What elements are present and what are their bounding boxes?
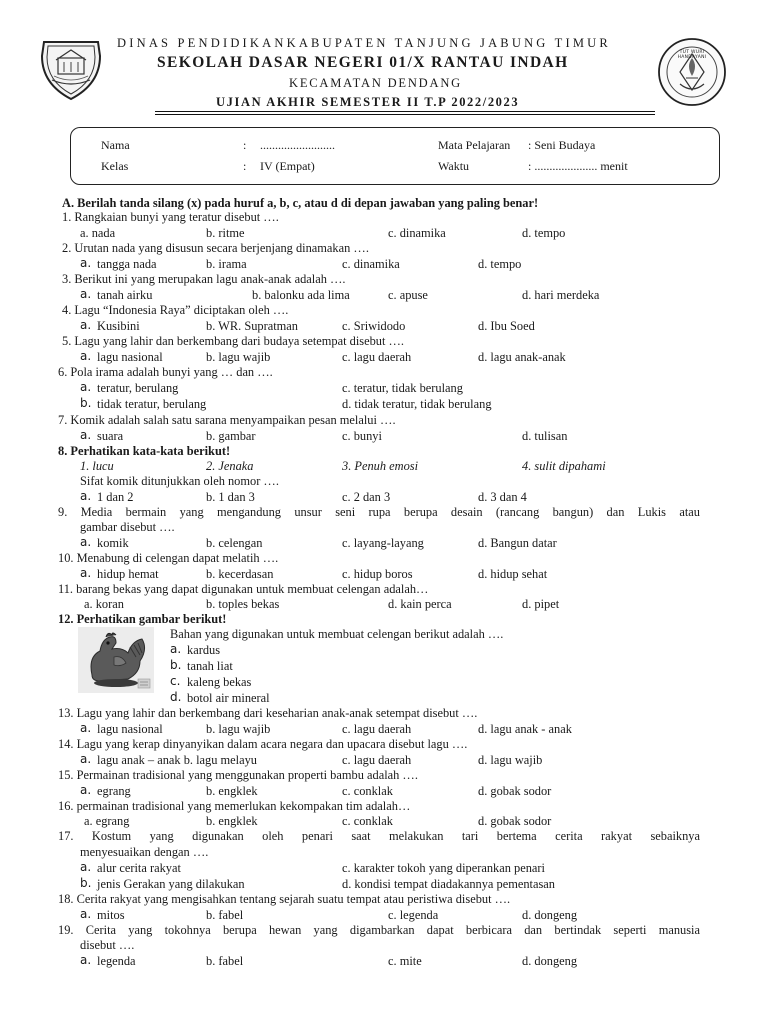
q12-text: 12. Perhatikan gambar berikut! (58, 612, 227, 626)
q15-option-b[interactable]: b. engklek (206, 784, 258, 798)
q6-option-b[interactable]: tidak teratur, berulang (97, 397, 207, 411)
q5-option-a[interactable]: lagu nasional (97, 350, 163, 364)
q13-option-a[interactable]: lagu nasional (97, 722, 163, 736)
q4-text: 4. Lagu “Indonesia Raya” diciptakan oleh …. (62, 303, 289, 317)
q11-option-b[interactable]: b. toples bekas (206, 597, 280, 611)
q10-text: 10. Menabung di celengan dapat melatih …. (58, 551, 279, 565)
q14-option-a[interactable]: lagu anak – anak b. lagu melayu (97, 753, 257, 767)
q4-option-d[interactable]: d. Ibu Soed (478, 319, 535, 333)
q10-option-c[interactable]: c. hidup boros (342, 567, 413, 581)
q4-option-b[interactable]: b. WR. Supratman (206, 319, 299, 333)
q16-option-a[interactable]: a. egrang (84, 814, 130, 828)
q18-option-c[interactable]: c. legenda (388, 908, 439, 922)
q8-text: 8. Perhatikan kata-kata berikut! (58, 444, 231, 458)
left-logo (38, 38, 104, 102)
kelas-value: IV (Empat) (260, 159, 315, 173)
q12-option-d-letter: d. (170, 690, 182, 704)
q8-option-a[interactable]: 1 dan 2 (97, 490, 134, 504)
q8-option-a-letter: a. (80, 489, 92, 503)
mapel-value: : Seni Budaya (528, 138, 596, 152)
q19-option-a[interactable]: legenda (97, 954, 136, 968)
q8-word-3: 3. Penuh emosi (342, 459, 419, 473)
q5-text: 5. Lagu yang lahir dan berkembang dari budaya setempat disebut …. (62, 334, 405, 348)
q3-text: 3. Berikut ini yang merupakan lagu anak-anak adalah …. (62, 272, 346, 286)
q19-option-c[interactable]: c. mite (388, 954, 422, 968)
q17-option-d[interactable]: d. kondisi tempat diadakannya pementasan (342, 877, 555, 891)
mapel-label: Mata Pelajaran (438, 138, 511, 152)
q13-option-c[interactable]: c. lagu daerah (342, 722, 412, 736)
q6-option-a-letter: a. (80, 380, 92, 394)
q1-option-c[interactable]: c. dinamika (388, 226, 446, 240)
q8-word-2: 2. Jenaka (206, 459, 254, 473)
kelas-colon: : (243, 159, 247, 173)
q9-option-b[interactable]: b. celengan (206, 536, 263, 550)
header-school: SEKOLAH DASAR NEGERI 01/X RANTAU INDAH (157, 54, 569, 71)
q1-option-d[interactable]: d. tempo (522, 226, 566, 240)
q18-text: 18. Cerita rakyat yang mengisahkan tentang sejarah suatu tempat atau peristiwa disebut …. (58, 892, 511, 906)
header-rule-bottom (155, 114, 655, 115)
q17-option-a-letter: a. (80, 860, 92, 874)
q4-option-a[interactable]: Kusibini (97, 319, 140, 333)
q2-option-a-letter: a. (80, 256, 92, 270)
student-info-box (70, 127, 720, 185)
header-agency: DINAS PENDIDIKANKABUPATEN TANJUNG JABUNG TIMUR (117, 36, 611, 50)
q11-option-d[interactable]: d. pipet (522, 597, 560, 611)
q10-option-a[interactable]: hidup hemat (97, 567, 159, 581)
q7-option-a-letter: a. (80, 428, 92, 442)
nama-label: Nama (101, 138, 130, 152)
q1-option-b[interactable]: b. ritme (206, 226, 245, 240)
q6-option-d[interactable]: d. tidak teratur, tidak berulang (342, 397, 492, 411)
q9-option-a[interactable]: komik (97, 536, 129, 550)
q19-text-line2: disebut …. (80, 938, 135, 952)
q16-option-d[interactable]: d. gobak sodor (478, 814, 552, 828)
q5-option-c[interactable]: c. lagu daerah (342, 350, 412, 364)
q5-option-a-letter: a. (80, 349, 92, 363)
q5-option-b[interactable]: b. lagu wajib (206, 350, 271, 364)
q10-option-d[interactable]: d. hidup sehat (478, 567, 548, 581)
q9-text-line2: gambar disebut …. (80, 520, 175, 534)
q16-option-c[interactable]: c. conklak (342, 814, 393, 828)
q2-option-b[interactable]: b. irama (206, 257, 247, 271)
q9-option-c[interactable]: c. layang-layang (342, 536, 424, 550)
q14-text: 14. Lagu yang kerap dinyanyikan dalam acara negara dan upacara disebut lagu …. (58, 737, 468, 751)
q3-option-d[interactable]: d. hari merdeka (522, 288, 600, 302)
q17-option-a[interactable]: alur cerita rakyat (97, 861, 181, 875)
q16-option-b[interactable]: b. engklek (206, 814, 258, 828)
q14-option-d[interactable]: d. lagu wajib (478, 753, 543, 767)
q5-option-d[interactable]: d. lagu anak-anak (478, 350, 566, 364)
q11-text: 11. barang bekas yang dapat digunakan untuk membuat celengan adalah… (58, 582, 429, 596)
instruction: A. Berilah tanda silang (x) pada huruf a, b, c, atau d di depan jawaban yang paling benar! (62, 196, 539, 210)
q14-option-c[interactable]: c. lagu daerah (342, 753, 412, 767)
q14-option-a-letter: a. (80, 752, 92, 766)
q16-text: 16. permainan tradisional yang memerlukan kekompakan tim adalah… (58, 799, 411, 813)
q17-option-c[interactable]: c. karakter tokoh yang diperankan penari (342, 861, 545, 875)
q15-option-d[interactable]: d. gobak sodor (478, 784, 552, 798)
q10-option-a-letter: a. (80, 566, 92, 580)
q10-option-b[interactable]: b. kecerdasan (206, 567, 274, 581)
q8-word-4: 4. sulit dipahami (522, 459, 606, 473)
q19-text-line1: 19. Cerita yang tokohnya berupa hewan yang digambarkan dapat berbicara dan bertindak seperti manusia (58, 923, 700, 937)
q13-text: 13. Lagu yang lahir dan berkembang dari keseharian anak-anak setempat disebut …. (58, 706, 478, 720)
q4-option-c[interactable]: c. Sriwidodo (342, 319, 406, 333)
q4-option-a-letter: a. (80, 318, 92, 332)
q12-option-a[interactable]: kardus (187, 643, 221, 657)
q2-option-a[interactable]: tangga nada (97, 257, 157, 271)
q19-option-d[interactable]: d. dongeng (522, 954, 578, 968)
q2-option-c[interactable]: c. dinamika (342, 257, 400, 271)
q7-option-c[interactable]: c. bunyi (342, 429, 382, 443)
q17-text-line1: 17. Kostum yang digunakan oleh penari saat melakukan tari bertema cerita rakyat sebaiknya (58, 829, 700, 843)
header-district: KECAMATAN DENDANG (289, 76, 462, 90)
q15-option-a[interactable]: egrang (97, 784, 131, 798)
q3-option-a[interactable]: tanah airku (97, 288, 153, 302)
q9-option-d[interactable]: d. Bangun datar (478, 536, 557, 550)
q12-option-b-letter: b. (170, 658, 182, 672)
q18-option-a[interactable]: mitos (97, 908, 125, 922)
right-logo-text: TUT WURI HANDAYANI (677, 50, 707, 60)
q3-option-b[interactable]: b. balonku ada lima (252, 288, 350, 302)
q13-option-d[interactable]: d. lagu anak - anak (478, 722, 572, 736)
q17-option-b[interactable]: jenis Gerakan yang dilakukan (97, 877, 245, 891)
q1-text: 1. Rangkaian bunyi yang teratur disebut …. (62, 210, 279, 224)
q13-option-b[interactable]: b. lagu wajib (206, 722, 271, 736)
q12-option-d[interactable]: botol air mineral (187, 691, 270, 705)
waktu-field[interactable]: : ..................... menit (528, 159, 628, 173)
q12-option-b[interactable]: tanah liat (187, 659, 233, 673)
q6-option-a[interactable]: teratur, berulang (97, 381, 179, 395)
q8-subtext: Sifat komik ditunjukkan oleh nomor …. (80, 474, 279, 488)
right-logo (656, 36, 728, 108)
q12-option-a-letter: a. (170, 642, 182, 656)
q8-option-b[interactable]: b. 1 dan 3 (206, 490, 255, 504)
q6-option-c[interactable]: c. teratur, tidak berulang (342, 381, 463, 395)
q8-word-1: 1. lucu (80, 459, 114, 473)
q11-option-c[interactable]: d. kain perca (388, 597, 452, 611)
q7-option-d[interactable]: d. tulisan (522, 429, 568, 443)
q17-option-b-letter: b. (80, 876, 92, 890)
q6-option-b-letter: b. (80, 396, 92, 410)
q8-option-d[interactable]: d. 3 dan 4 (478, 490, 527, 504)
q3-option-c[interactable]: c. apuse (388, 288, 428, 302)
q19-option-b[interactable]: b. fabel (206, 954, 244, 968)
q1-option-a[interactable]: a. nada (80, 226, 116, 240)
q12-subtext: Bahan yang digunakan untuk membuat celengan berikut adalah …. (170, 627, 504, 641)
q13-option-a-letter: a. (80, 721, 92, 735)
rooster-piggy-bank-image (78, 627, 154, 693)
nama-field[interactable]: ......................... (260, 138, 335, 152)
q9-text-line1: 9. Media bermain yang mengandung unsur seni rupa berupa desain (rancang bangun) dan Lukis atau (58, 505, 700, 519)
q18-option-d[interactable]: d. dongeng (522, 908, 578, 922)
kelas-label: Kelas (101, 159, 129, 173)
q17-text-line2: menyesuaikan dengan …. (80, 845, 209, 859)
q2-option-d[interactable]: d. tempo (478, 257, 522, 271)
q15-option-c[interactable]: c. conklak (342, 784, 393, 798)
waktu-label: Waktu (438, 159, 470, 173)
nama-colon: : (243, 138, 247, 152)
q7-option-b[interactable]: b. gambar (206, 429, 256, 443)
q19-option-a-letter: a. (80, 953, 92, 967)
q12-option-c-letter: c. (170, 674, 181, 688)
q18-option-a-letter: a. (80, 907, 92, 921)
q9-option-a-letter: a. (80, 535, 92, 549)
q3-option-a-letter: a. (80, 287, 92, 301)
q8-option-c[interactable]: c. 2 dan 3 (342, 490, 391, 504)
q7-option-a[interactable]: suara (97, 429, 124, 443)
q15-option-a-letter: a. (80, 783, 92, 797)
q12-option-c[interactable]: kaleng bekas (187, 675, 252, 689)
q11-option-a[interactable]: a. koran (84, 597, 124, 611)
q18-option-b[interactable]: b. fabel (206, 908, 244, 922)
header-exam: UJIAN AKHIR SEMESTER II T.P 2022/2023 (216, 95, 520, 109)
q2-text: 2. Urutan nada yang disusun secara berjenjang dinamakan …. (62, 241, 369, 255)
q15-text: 15. Permainan tradisional yang menggunakan properti bambu adalah …. (58, 768, 418, 782)
q7-text: 7. Komik adalah salah satu sarana menyampaikan pesan melalui …. (58, 413, 396, 427)
q6-text: 6. Pola irama adalah bunyi yang … dan …. (58, 365, 273, 379)
header-rule-top (155, 111, 655, 112)
